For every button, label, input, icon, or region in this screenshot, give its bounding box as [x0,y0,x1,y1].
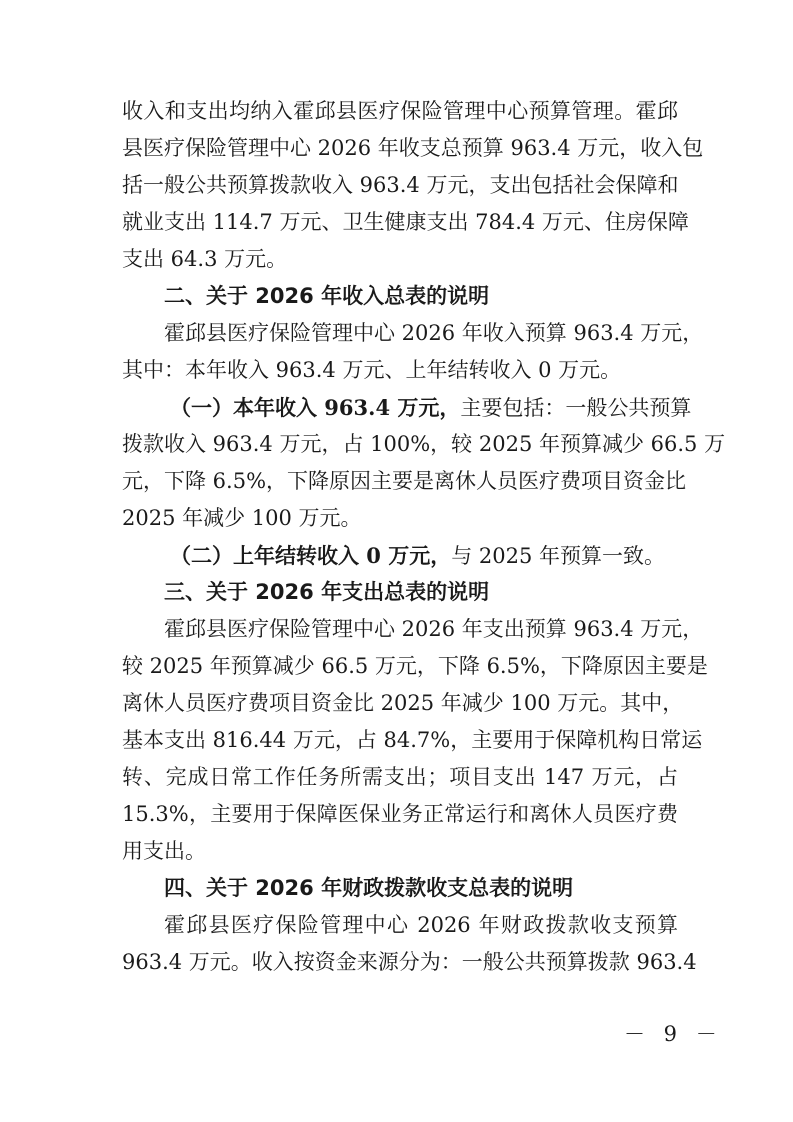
paragraph-line: 963.4 万元。收入按资金来源分为：一般公共预算拨款 963.4 [122,950,697,974]
subsection-heading-1: （一）本年收入 963.4 万元， [170,395,461,420]
section-heading-2: 二、关于 2026 年收入总表的说明 [164,284,490,308]
paragraph-line: 用支出。 [122,839,206,863]
paragraph-line: 括一般公共预算拨款收入 963.4 万元，支出包括社会保障和 [122,173,679,197]
section-heading-4: 四、关于 2026 年财政拨款收支总表的说明 [164,876,574,900]
paragraph-line: 霍邱县医疗保险管理中心 2026 年支出预算 963.4 万元， [164,617,704,641]
page-number: － 9 － [624,1022,723,1046]
section-heading-3: 三、关于 2026 年支出总表的说明 [164,580,490,604]
paragraph-line: 基本支出 816.44 万元，占 84.7%，主要用于保障机构日常运 [122,728,703,752]
paragraph-line: 转、完成日常工作任务所需支出；项目支出 147 万元，占 [122,765,678,789]
paragraph-line: 收入和支出均纳入霍邱县医疗保险管理中心预算管理。霍邱 [122,99,678,123]
paragraph-line: 支出 64.3 万元。 [122,247,288,271]
paragraph-line: 县医疗保险管理中心 2026 年收支总预算 963.4 万元，收入包 [122,136,704,160]
body-text [122,93,726,981]
paragraph-line: 元，下降 6.5%，下降原因主要是离休人员医疗费项目资金比 [122,469,687,493]
paragraph-line: 就业支出 114.7 万元、卫生健康支出 784.4 万元、住房保障 [122,210,689,234]
paragraph-line: 拨款收入 963.4 万元，占 100%，较 2025 年预算减少 66.5 万 [122,432,726,456]
subsection-line [122,389,692,426]
paragraph-line: 霍邱县医疗保险管理中心 2026 年收入预算 963.4 万元， [164,321,704,345]
subsection-line [122,537,678,574]
paragraph-line: 霍邱县医疗保险管理中心 2026 年财政拨款收支预算 [164,913,678,937]
paragraph-line: 15.3%，主要用于保障医保业务正常运行和离休人员医疗费 [122,802,678,826]
paragraph-line: 2025 年减少 100 万元。 [122,506,362,530]
paragraph-line: 其中：本年收入 963.4 万元、上年结转收入 0 万元。 [122,358,622,382]
subsection-text: 主要包括：一般公共预算 [460,396,692,420]
subsection-text: 与 2025 年预算一致。 [451,544,666,568]
subsection-heading-2: （二）上年结转收入 0 万元， [170,543,452,568]
paragraph-line: 较 2025 年预算减少 66.5 万元，下降 6.5%，下降原因主要是 [122,654,708,678]
paragraph-line: 离休人员医疗费项目资金比 2025 年减少 100 万元。其中， [122,691,684,715]
